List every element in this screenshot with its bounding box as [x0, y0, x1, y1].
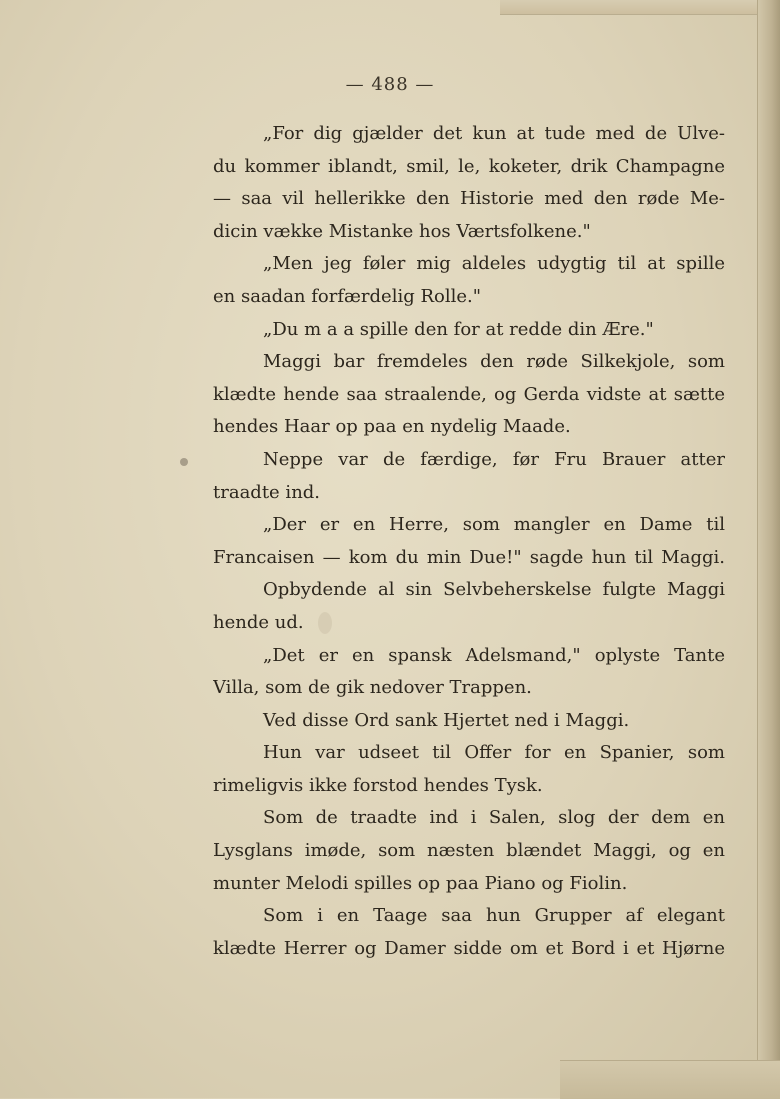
text-line: Opbydende al sin Selvbeherskelse fulgte Maggi [263, 579, 725, 601]
text-line: du kommer iblandt, smil, le, koketer, drik Champagne [213, 155, 725, 177]
text-line: Lysglans imøde, som næsten blændet Maggi, og en [213, 840, 725, 862]
text-line: Ved disse Ord sank Hjertet ned i Maggi. [263, 709, 630, 731]
text-line: hende ud. [213, 611, 304, 633]
text-line: Som i en Taage saa hun Grupper af elegant [263, 905, 725, 927]
text-line: „For dig gjælder det kun at tude med de Ulve- [263, 123, 725, 144]
text-line: „Der er en Herre, som mangler en Dame til [263, 514, 725, 536]
text-line: klædte Herrer og Damer sidde om et Bord i et Hjørne [213, 937, 725, 959]
text-line: — saa vil hellerikke den Historie med den røde Me- [213, 188, 725, 210]
paper-stain [180, 458, 188, 466]
text-line: munter Melodi spilles op paa Piano og Fiolin. [213, 872, 628, 894]
page-edge-bottom [560, 1060, 780, 1099]
text-line: „Men jeg føler mig aldeles udygtig til at spille [263, 253, 725, 275]
text-line: en saadan forfærdelig Rolle." [213, 285, 482, 307]
text-line: traadte ind. [213, 481, 321, 503]
text-line: Francaisen — kom du min Due!" sagde hun til Maggi. [213, 546, 725, 568]
text-line: dicin vække Mistanke hos Værtsfolkene." [213, 220, 591, 242]
text-line: Hun var udseet til Offer for en Spanier, som [263, 742, 725, 764]
text-line: klædte hende saa straalende, og Gerda vidste at sætte [213, 383, 725, 405]
page-edge-right [757, 0, 780, 1098]
page-number: — 488 — [345, 74, 435, 95]
text-line: „Det er en spansk Adelsmand," oplyste Tante [263, 644, 725, 666]
text-line: „Du m a a spille den for at redde din Ære." [263, 318, 654, 340]
text-line: Maggi bar fremdeles den røde Silkekjole, som [263, 351, 725, 373]
text-line: Villa, som de gik nedover Trappen. [213, 677, 532, 699]
text-line: Som de traadte ind i Salen, slog der dem en [263, 807, 725, 829]
text-line: hendes Haar op paa en nydelig Maade. [213, 416, 571, 438]
text-line: Neppe var de færdige, før Fru Brauer atter [263, 448, 725, 470]
text-line: rimeligvis ikke forstod hendes Tysk. [213, 774, 543, 796]
body-text [213, 118, 725, 965]
page-edge-top [500, 0, 780, 15]
